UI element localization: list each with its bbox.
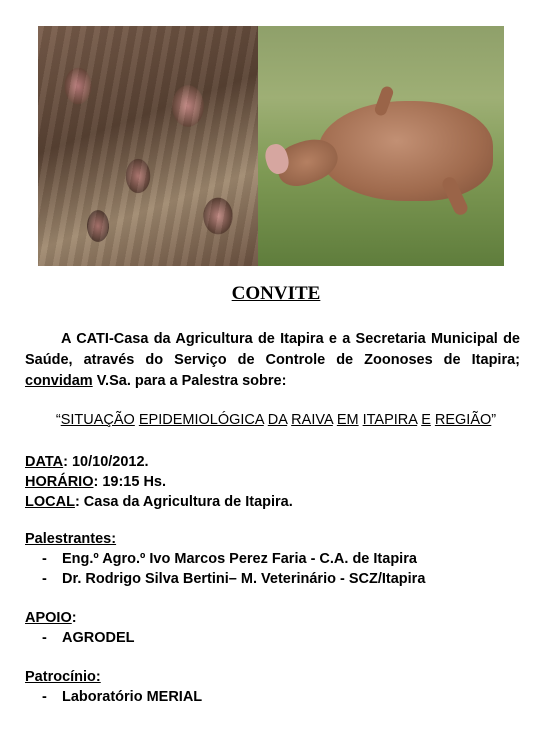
list-item: [42, 689, 202, 705]
topic-word: EPIDEMIOLÓGICA: [138, 412, 264, 428]
support-colon: :: [71, 610, 77, 626]
list-item: [42, 630, 135, 646]
bullet-dash: -: [42, 630, 47, 646]
topic-close-quote: ”: [491, 412, 497, 428]
date-label: DATA: [25, 454, 64, 470]
sponsor-heading: Patrocínio:: [25, 669, 101, 685]
lecture-topic: [0, 412, 552, 428]
bullet-dash: -: [42, 571, 47, 587]
bullet-dash: -: [42, 689, 47, 705]
invitation-title: CONVITE: [231, 283, 321, 304]
list-item: [42, 551, 417, 567]
date-line: [25, 452, 149, 472]
intro-verb: convidam: [25, 373, 93, 389]
dead-cow-photo: [258, 26, 504, 266]
place-label: LOCAL: [25, 494, 75, 510]
topic-word: SITUAÇÃO: [60, 412, 135, 428]
support-heading-line: [25, 610, 77, 626]
date-value: : 10/10/2012.: [63, 454, 149, 470]
bats-photo: [38, 26, 258, 266]
place-value: : Casa da Agricultura de Itapira.: [74, 494, 293, 510]
header-photos: [38, 26, 504, 266]
topic-open-quote: “: [55, 412, 61, 428]
time-value: : 19:15 Hs.: [93, 474, 167, 490]
time-line: [25, 472, 166, 492]
support-name: AGRODEL: [62, 630, 135, 646]
topic-word: REGIÃO: [434, 412, 492, 428]
topic-word: DA: [267, 412, 288, 428]
sponsor-name: Laboratório MERIAL: [62, 689, 203, 705]
topic-word: ITAPIRA: [362, 412, 418, 428]
invitation-text: [25, 329, 520, 392]
time-label: HORÁRIO: [25, 474, 94, 490]
speaker-name: Dr. Rodrigo Silva Bertini– M. Veterinário - SCZ/Itapira: [62, 571, 426, 587]
cow-body-shape: [318, 101, 493, 201]
place-line: [25, 492, 293, 512]
topic-word: E: [421, 412, 431, 428]
intro-part-1: A CATI-Casa da Agricultura de Itapira e a Secretaria Municipal de Saúde, através do Serviço de Controle de Zoonoses de Itapira;: [25, 331, 520, 368]
speaker-name: Eng.º Agro.º Ivo Marcos Perez Faria - C.A. de Itapira: [62, 551, 417, 567]
intro-part-2: V.Sa. para a Palestra sobre:: [92, 373, 287, 389]
topic-word: EM: [336, 412, 359, 428]
topic-word: RAIVA: [291, 412, 333, 428]
bullet-dash: -: [42, 551, 47, 567]
speakers-heading: Palestrantes:: [25, 531, 117, 547]
list-item: [42, 571, 425, 587]
support-heading: APOIO: [25, 610, 72, 626]
